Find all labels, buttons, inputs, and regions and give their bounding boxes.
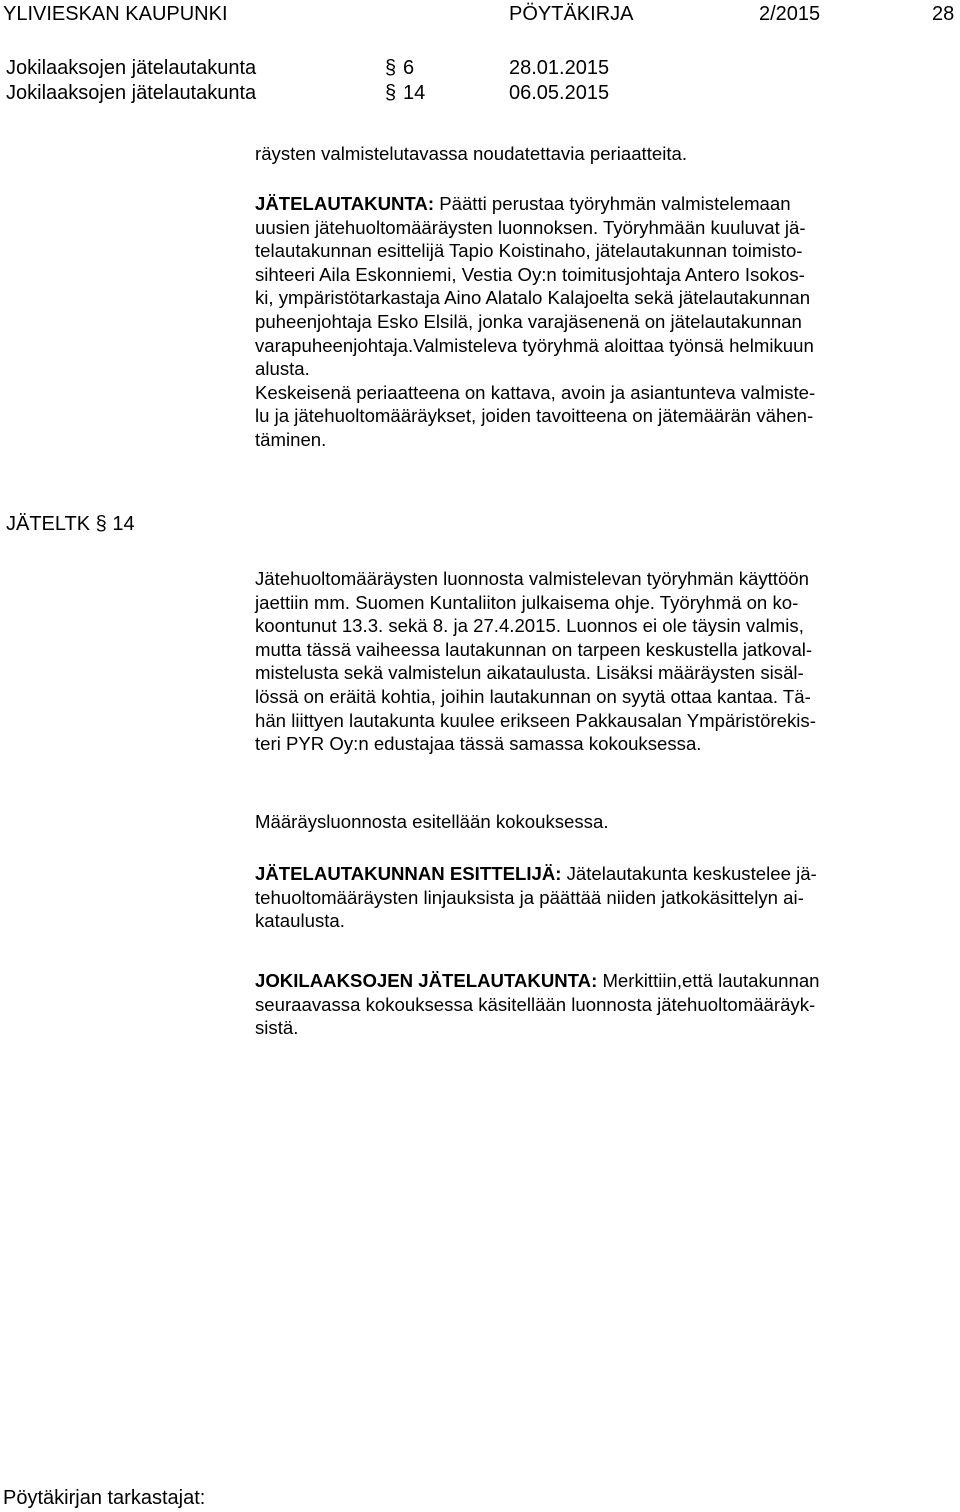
item-label [6,513,135,536]
meeting-date: 06.05.2015 [509,82,610,104]
item-code: JÄTELTK [6,513,91,535]
text-line: Jätehuoltomääräysten luonnosta valmistelevan työryhmän käyttöön [255,568,809,589]
section-symbol: § [95,513,107,535]
decision-label: JÄTELAUTAKUNTA: [255,193,435,214]
document-type: PÖYTÄKIRJA [509,3,634,25]
section-symbol: § [385,82,397,104]
organization-name: YLIVIESKAN KAUPUNKI [3,3,228,25]
text-line: Päätti perustaa työryhmän valmistelemaan [434,193,791,214]
text-line: kataulusta. [255,910,345,932]
text-line: Määräysluonnosta esitellään kokouksessa. [255,811,609,832]
resolution-label: JOKILAAKSOJEN JÄTELAUTAKUNTA: [255,970,598,991]
text-line: tehuoltomääräysten linjauksista ja päättää niiden jatkokäsittelyn ai- [255,886,804,908]
text-line: teri PYR Oy:n edustajaa tässä samassa kokouksessa. [255,733,702,755]
text-line: hän liittyen lautakunta kuulee erikseen Pakkausalan Ympäristörekis- [255,709,816,731]
resolution-paragraph [255,969,958,1040]
attachment-paragraph [255,810,958,834]
meeting-section: 6 [403,57,415,79]
document-number: 2/2015 [759,3,821,25]
text-line: lu ja jätehuoltomääräykset, joiden tavoitteena on jätemäärän vähen- [255,405,814,427]
text-line: uusien jätehuoltomääräysten luonnoksen. Työryhmään kuuluvat jä- [255,216,806,238]
text-line: puheenjohtaja Esko Elsilä, jonka varajäsenenä on jätelautakunnan [255,310,802,332]
intro-paragraph [255,142,958,166]
text-line: jaettiin mm. Suomen Kuntaliiton julkaisema ohje. Työryhmä on ko- [255,591,799,613]
text-line: Jätelautakunta keskustelee jä- [561,863,817,884]
background-paragraph [255,567,958,756]
text-line: alusta. [255,358,310,380]
text-line: telautakunnan esittelijä Tapio Koistinaho, jätelautakunnan toimisto- [255,240,803,262]
text-line: Keskeisenä periaatteena on kattava, avoin ja asiantunteva valmiste- [255,381,816,403]
text-line: sihteeri Aila Eskonniemi, Vestia Oy:n toimitusjohtaja Antero Isokos- [255,263,805,285]
decision-paragraph [255,192,958,452]
text-line: ki, ympäristötarkastaja Aino Alatalo Kalajoelta sekä jätelautakunnan [255,287,811,309]
reviewers-label: Pöytäkirjan tarkastajat: [3,1487,206,1509]
section-symbol: § [385,57,397,79]
text-line: mistelusta sekä valmistelun aikataulusta. Lisäksi määräysten sisäl- [255,662,804,684]
text-line: mutta tässä vaiheessa lautakunnan on tarpeen keskustella jatkoval- [255,638,813,660]
text-line: räysten valmistelutavassa noudatettavia periaatteita. [255,143,688,164]
meeting-date: 28.01.2015 [509,57,610,79]
proposal-label: JÄTELAUTAKUNNAN ESITTELIJÄ: [255,863,562,884]
text-line: sistä. [255,1017,299,1039]
text-line: Merkittiin,että lautakunnan [597,970,820,991]
item-number: 14 [112,513,135,535]
meeting-section: 14 [403,82,426,104]
text-line: täminen. [255,428,327,450]
meeting-body: Jokilaaksojen jätelautakunta [6,82,257,104]
text-line: koontunut 13.3. sekä 8. ja 27.4.2015. Luonnos ei ole täysin valmis, [255,615,804,637]
text-line: lössä on eräitä kohtia, joihin lautakunnan on syytä ottaa kantaa. Tä- [255,685,811,707]
page-number: 28 [932,3,955,25]
proposal-paragraph [255,862,958,933]
meeting-body: Jokilaaksojen jätelautakunta [6,57,257,79]
text-line: seuraavassa kokouksessa käsitellään luonnosta jätehuoltomääräyk- [255,993,816,1015]
text-line: varapuheenjohtaja.Valmisteleva työryhmä aloittaa työnsä helmikuun [255,334,814,356]
